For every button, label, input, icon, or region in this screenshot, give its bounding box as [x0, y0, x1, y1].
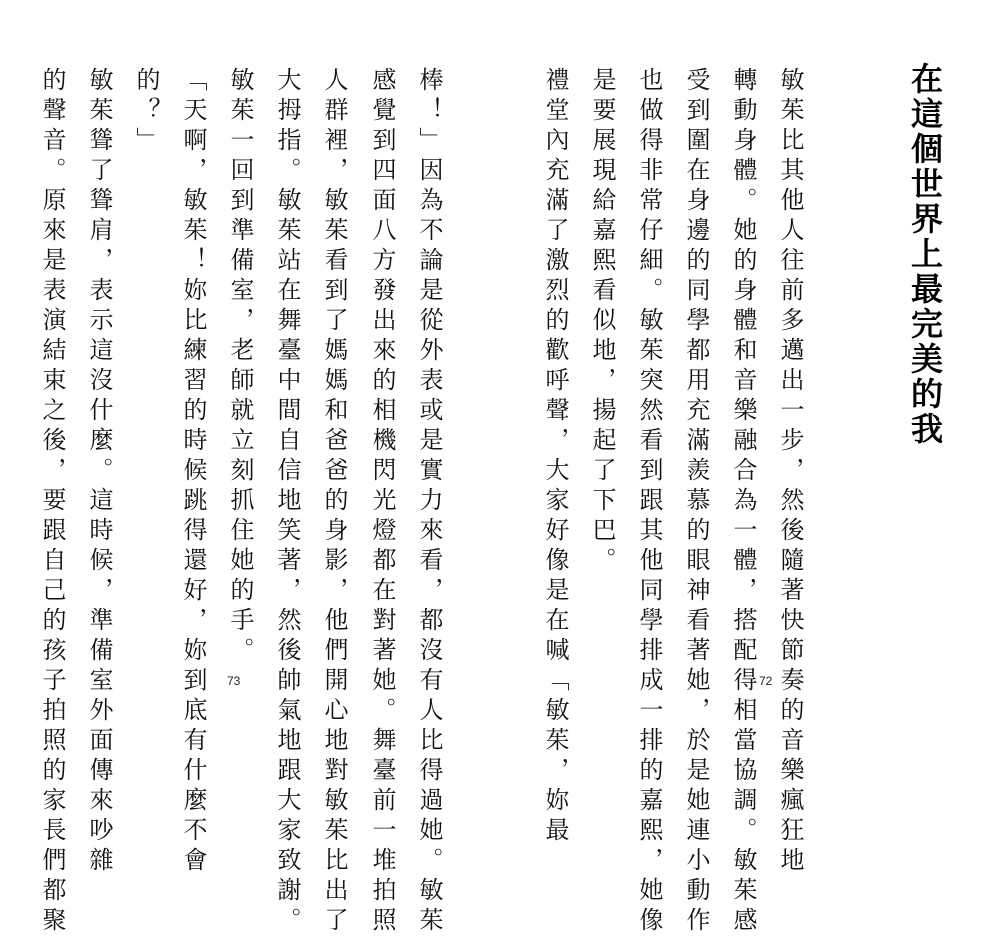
text-line-6: 禮堂內充滿了激烈的歡呼聲，大家好像是在喊「敏茱，妳最: [541, 67, 569, 847]
text-line-3: 受到圍在身邊的同學都用充滿羨慕的眼神看著她，於是她連小動作: [682, 67, 710, 937]
right-page: [500, 0, 1000, 937]
text-line-7: 的？」: [132, 67, 160, 157]
chapter-title: 在這個世界上最完美的我: [906, 62, 944, 447]
page-number: 73: [227, 674, 241, 688]
text-line-3: 人群裡，敏茱看到了媽媽和爸爸的身影，他們開心地對敏茱比出了: [320, 67, 348, 937]
text-line-1: 敏茱比其他人往前多邁出一步，然後隨著快節奏的音樂瘋狂地: [776, 67, 804, 877]
page-number: 72: [759, 674, 773, 688]
text-line-4: 大拇指。敏茱站在舞臺中間自信地笑著，然後帥氣地跟大家致謝。: [273, 67, 301, 937]
text-line-8: 敏茱聳了聳肩，表示這沒什麼。這時候，準備室外面傳來吵雜: [85, 67, 113, 877]
text-line-4: 也做得非常仔細。敏茱突然看到跟其他同學排成一排的嘉熙，她像: [635, 67, 663, 937]
text-line-2: 轉動身體。她的身體和音樂融合為一體，搭配得相當協調。敏茱感: [729, 67, 757, 937]
text-line-5: 是要展現給嘉熙看似地，揚起了下巴。: [588, 67, 616, 577]
text-line-1: 棒！」因為不論是從外表或是實力來看，都沒有人比得過她。敏茱: [415, 67, 443, 937]
text-line-9: 的聲音。原來是表演結束之後，要跟自己的孩子拍照的家長們都聚: [38, 67, 66, 937]
text-line-2: 感覺到四面八方發出來的相機閃光燈都在對著她。舞臺前一堆拍照: [368, 67, 396, 937]
text-line-5: 敏茱一回到準備室，老師就立刻抓住她的手。: [226, 67, 254, 667]
text-line-6: 「天啊，敏茱！妳比練習的時候跳得還好，妳到底有什麼不會: [179, 67, 207, 877]
